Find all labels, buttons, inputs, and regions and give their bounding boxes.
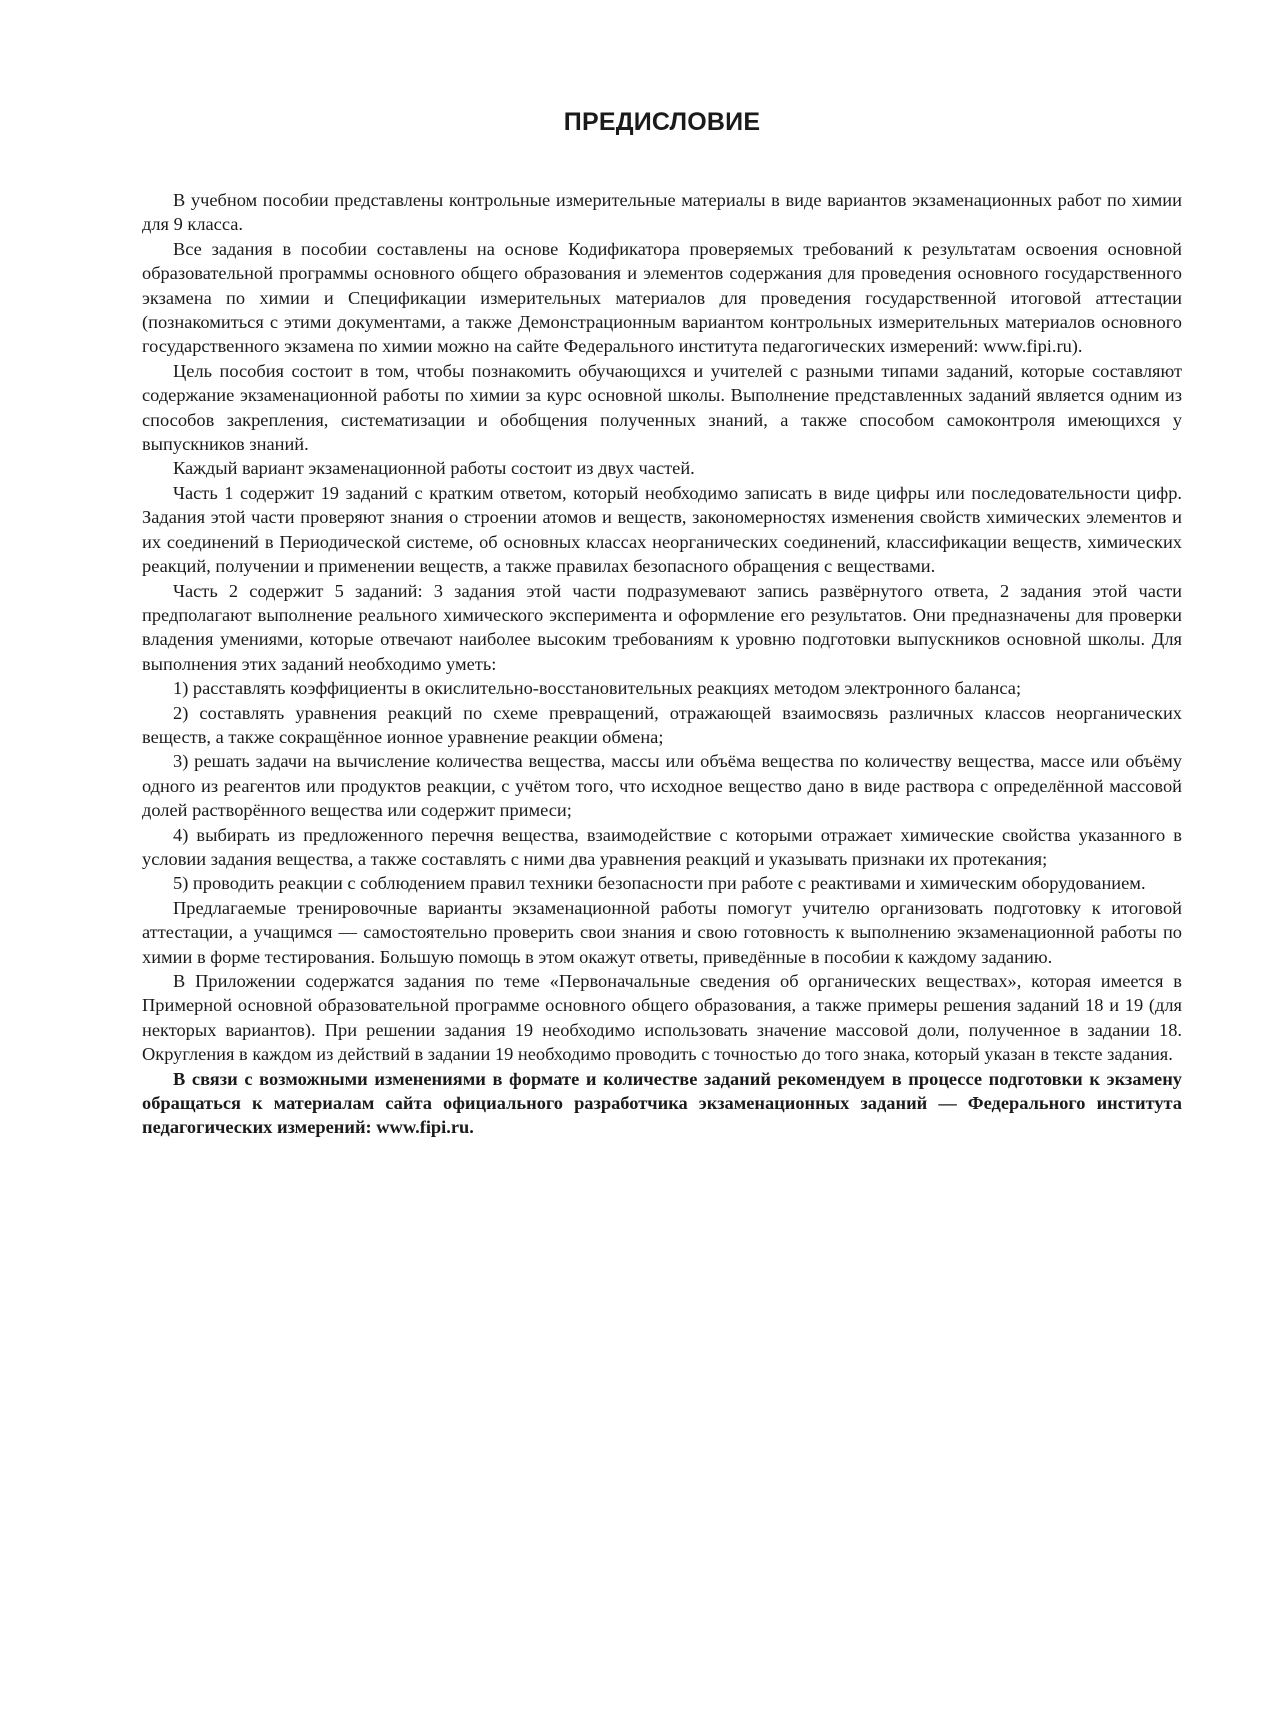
paragraph-training-variants: Предлагаемые тренировочные варианты экзаменационной работы помогут учителю организовать подготовку к итоговой аттестации, а учащимся — самостоятельно проверить свои знания и свою готовность к выполнению экзаменационной работы по химии в форме тестирования. Большую помощь в этом окажут ответы, приведённые в пособии к каждому заданию. (142, 897, 1182, 967)
paragraph-appendix: В Приложении содержатся задания по теме «Первоначальные сведения об органических веществах», которая имеется в Примерной основной образовательной программе основного общего образования, а также примеры решения заданий 18 и 19 (для некторых вариантов). При решении задания 19 необходимо использовать значение массовой доли, полученное в задании 18. Округления в каждом из действий в задании 19 необходимо проводить с точностью до того знака, который указан в тексте задания. (142, 971, 1182, 1065)
list-item-skill-1: 1) расставлять коэффициенты в окислительно-восстановительных реакциях методом электронного баланса; (173, 678, 1022, 699)
page-title: ПРЕДИСЛОВИЕ (563, 108, 761, 136)
paragraph-part-1: Часть 1 содержит 19 заданий с кратким ответом, который необходимо записать в виде цифры или последовательности цифр. Задания этой части проверяют знания о строении атомов и веществ, закономерностях изменения свойств химических элементов и их соединений в Периодической системе, об основных классах неорганических соединений, классификации веществ, химических реакций, получении и применении веществ, а также правилах безопасного обращения с веществами. (142, 482, 1182, 577)
paragraph-purpose: Цель пособия состоит в том, чтобы познакомить обучающихся и учителей с разными типами заданий, которые составляют содержание экзаменационной работы по химии за курс основной школы. Выполнение представленных заданий является одним из способов закрепления, систематизации и обобщения полученных знаний, а также способом самоконтроля имеющихся у выпускников знаний. (142, 360, 1182, 455)
list-item-skill-5: 5) проводить реакции с соблюдением правил техники безопасности при работе с реактивами и химическим оборудованием. (173, 873, 1146, 894)
document-body (142, 188, 1182, 1140)
paragraph-intro: В учебном пособии представлены контрольные измерительные материалы в виде вариантов экзаменационных работ по химии для 9 класса. (142, 190, 1182, 235)
paragraph-part-2: Часть 2 содержит 5 заданий: 3 задания этой части подразумевают запись развёрнутого ответа, 2 задания этой части предполагают выполнение реального химического эксперимента и оформление его результатов. Они предназначены для проверки владения умениями, которые отвечают наиболее высоким требованиям к уровню подготовки выпускников основной школы. Для выполнения этих заданий необходимо уметь: (142, 580, 1182, 674)
list-item-skill-4: 4) выбирать из предложенного перечня вещества, взаимодействие с которыми отражает химические свойства указанного в условии задания вещества, а также составлять с ними два уравнения реакций и указывать признаки их протекания; (142, 824, 1182, 869)
list-item-skill-3: 3) решать задачи на вычисление количества вещества, массы или объёма вещества по количеству вещества, массе или объёму одного из реагентов или продуктов реакции, с учётом того, что исходное вещество дано в виде раствора с определённой массовой долей растворённого вещества или содержит примеси; (142, 751, 1182, 821)
paragraph-codifier: Все задания в пособии составлены на основе Кодификатора проверяемых требований к результатам освоения основной образовательной программы основного общего образования и элементов содержания для проведения основного государственного экзамена по химии и Спецификации измерительных материалов для проведения государственной итоговой аттестации (познакомиться с этими документами, а также Демонстрационным вариантом контрольных измерительных материалов основного государственного экзамена по химии можно на сайте Федерального института педагогических измерений: www.fipi.ru). (142, 238, 1182, 357)
paragraph-structure: Каждый вариант экзаменационной работы состоит из двух частей. (173, 458, 695, 479)
list-item-skill-2: 2) составлять уравнения реакций по схеме превращений, отражающей взаимосвязь различных классов неорганических веществ, а также сокращённое ионное уравнение реакции обмена; (142, 702, 1182, 747)
paragraph-recommendation: В связи с возможными изменениями в формате и количестве заданий рекомендуем в процессе подготовки к экзамену обращаться к материалам сайта официального разработчика экзаменационных заданий — Федерального института педагогических измерений: www.fipi.ru. (142, 1068, 1182, 1138)
